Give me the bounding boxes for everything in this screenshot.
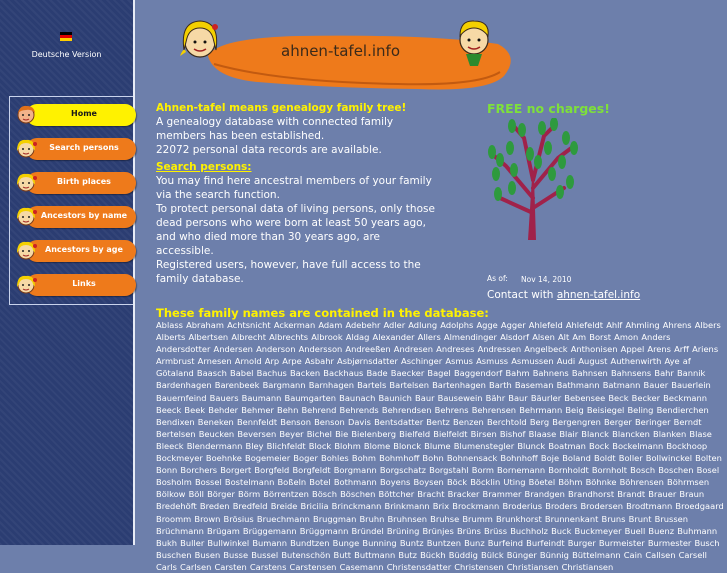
sidebar	[0, 0, 135, 545]
as-of-label: As of:	[487, 274, 508, 283]
nav-birth-places-label: Birth places	[57, 177, 111, 186]
nav-links-label: Links	[72, 279, 96, 288]
search-heading[interactable]: Search persons:	[156, 161, 252, 173]
nav-ancestors-by-age[interactable]	[14, 238, 139, 264]
search-paragraph-3: Registered users, however, have full access to the family database.	[156, 259, 421, 285]
family-tree-icon	[484, 118, 580, 242]
free-notice: FREE no charges!	[487, 101, 610, 116]
site-title[interactable]: ahnen-tafel.info	[281, 42, 401, 60]
search-paragraph-1: You may find here ancestral members of your family via the search function.	[156, 175, 432, 201]
search-info-section	[156, 160, 436, 286]
search-paragraph-2: To protect personal data of living persons, only those dead persons who were born at least 50 years ago, and who died more than 30 years ago, are accessible.	[156, 203, 435, 257]
intro-section	[156, 101, 446, 157]
german-version-link[interactable]: Deutsche Version	[31, 50, 102, 59]
nav-ancestors-by-age-label: Ancestors by age	[45, 245, 123, 254]
nav-home-label: Home	[71, 109, 97, 118]
nav-ancestors-by-name[interactable]	[14, 204, 139, 230]
nav-links[interactable]	[14, 272, 139, 298]
main-nav	[9, 96, 133, 305]
contact-link[interactable]: ahnen-tafel.info	[556, 289, 641, 301]
contact-prefix: Contact with	[487, 289, 554, 301]
nav-search-persons-label: Search persons	[49, 143, 119, 152]
intro-line-1: A genealogy database with connected family members has been established.	[156, 116, 394, 142]
contact-line	[487, 289, 640, 301]
as-of-date: Nov 14, 2010	[521, 275, 572, 284]
nav-ancestors-by-name-label: Ancestors by name	[40, 211, 128, 220]
nav-birth-places[interactable]	[14, 170, 139, 196]
nav-search-persons[interactable]	[14, 136, 139, 162]
family-names-list[interactable]: Ablass Abraham Achtsnicht Ackerman Adam Adebehr Adler Adlung Adolphs Agge Agger Ahlefeld Ahlefeldt Ahlf Ahmling Ahrens Albers Alberts Albertsen Albrecht Albrechts Albrook Aldag Alexander Allers Almendinger Alsdorf Alsen Alt Am Borst Amon Anders Andersdotter Andersen Anderson Andersson Andreeßen Andresen Andreses Andressen Angelbeck Anthonisen Appel Arens Arff Ariens Armbrust Arnesen Arnold Arp Arpe Asbahr Asbjørnsdatter Aschinger Asmus Asmuss Asmussen Audi August Authenwirth Aye af Götaland Baasch Babel Bachus Backen Backhaus Bade Baecker Bagel Baggendorf Bahm Bahnens Bahnsen Bahnsens Bahr Bannik Bardenhagen Barenbeek Bargmann Barnhagen Bartels Bartelsen Bartenhagen Barth Baseman Bathmann Batmann Bauer Bauerlein Bauernfeind Bauers Baumann Baumgarten Baunach Baunich Baur Bausewein Bähr Baur Bäurler Bebensee Beck Becker Beckmann Beeck Beek Behder Behmer Behn Behrend Behrends Behrendsen Behrens Behrensen Behrmann Beig Beisiegel Beling Bendierchen Bendixen Beneken Bennfeldt Benson Benson Davis Bentsdatter Bentz Benzen Berchtold Berg Bergengren Berger Beringer Berndt Bertelsen Beucken Beversen Beyer Bichel Bie Bielenberg Bielfeld Bielfeldt Birsen Bishof Blaase Blair Blanck Blancken Blanken Blase Bleeck Blendermann Bley Blichfeldt Block Blohm Blome Blonck Blume Blumenstegler Blunck Boatman Bock Bockelmann Bockhoop Bockmeyer Boehnke Bogemeier Boger Bohles Bohm Bohmhoff Bohn Bohnensack Bohnhoff Boje Boland Boldt Boller Bollwinckel Bolten Bonn Borchers Borgert Borgfeld Borgfeldt Borgmann Borgschatz Borgstahl Borm Bornemann Bornholdt Bornholt Bosch Boschen Bosel Bosholm Bossel Bostelmann Boßeln Botel Bothmann Boyens Boysen Böck Böcklin Uting Böetel Böhm Böhnke Böhrensen Böhrmsen Bölkow Böll Börger Börm Börrentzen Bösch Böschen Böttcher Bracht Bracker Brammer Brandgen Brandhorst Brandt Brauer Braun Bredehöft Breden Bredfeld Breide Bricilia Brinckmann Brinkmann Brix Brockmann Broderius Broders Brodersen Brodtmann Broedgaard Broomm Brown Brösius Bruechmann Bruggman Bruhn Bruhnsen Bruhse Brumm Brunkhorst Brunnenkant Bruns Brunt Brussen Brüchmann Brügam Brüggemann Brüggmann Bründel Brüning Brünjes Brüns Brüss Buchholz Buck Buckmeyer Buell Buenz Buhmann Bukh Buller Bullwinkel Bumann Bundtzen Bunge Bunning Buntz Buntzen Bunz Burfeind Burfeindt Burger Burmeister Burmester Busch Buschen Busen Busse Bussel Butenschön Butt Buttmann Butz Bückh Büddig Bülck Bünger Bünnig Büttelmann Cain Callsen Carsell Carls Carlsen Carsten Carstens Carstensen Casemann Christensdatter Christensen Christiansen Christiansen	[156, 320, 724, 572]
family-names-title: These family names are contained in the database:	[156, 306, 489, 320]
nav-home[interactable]	[14, 102, 139, 128]
intro-line-2: 22072 personal data records are available.	[156, 144, 382, 156]
intro-headline: Ahnen-tafel means genealogy family tree!	[156, 102, 407, 114]
german-flag-icon[interactable]	[60, 32, 72, 41]
